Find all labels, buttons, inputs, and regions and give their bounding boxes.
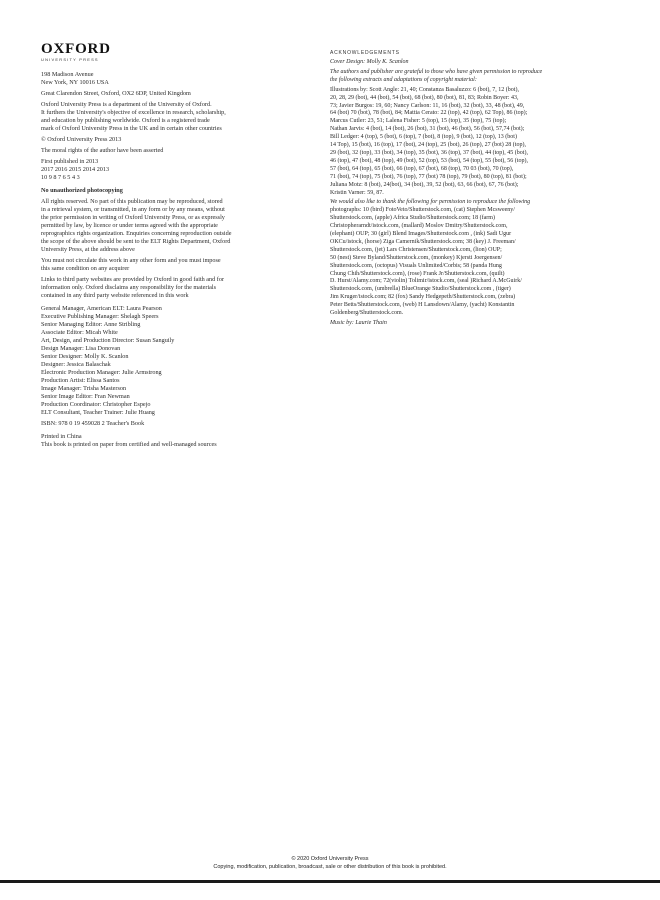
text-line: It furthers the University's objective of excellence in research, scholarship, [41,109,226,116]
staff-credit: Electronic Production Manager: Julie Armstrong [41,369,162,376]
text-line: Goldenberg/Shutterstock.com. [330,310,404,317]
text-line: Illustrations by: Scott Angle: 21, 40; Constanza Basaluzzo: 6 (bot), 7, 12 (bot), [330,86,519,93]
staff-credit: Art, Design, and Production Director: Susan Sanguily [41,337,175,344]
left-column [41,42,309,452]
grateful-statement [330,69,626,85]
staff-credit: Production Coordinator: Christopher Espejo [41,401,151,408]
staff-credits [41,305,309,417]
address-line: New York, NY 10016 USA [41,79,109,86]
text-line: permitted by law, by licence or under terms agreed with the appropriate [41,222,218,229]
oxford-logo-subtitle: UNIVERSITY PRESS [41,57,99,62]
text-line: D. Hurst/Alamy.com; 72(violin) Tolimir/istock.com, (seal )Richard A.McGuirk/ [330,278,522,285]
text-line: 71 (bot), 74 (top), 75 (bot), 76 (top), 77 (bot) 78 (top), 79 (bot), 80 (top), 81 (bot); [330,173,527,180]
staff-credit: General Manager, American ELT: Laura Pearson [41,305,162,312]
text-line: Shutterstock.com, (octopus) Visuals Unlimited/Corbis; 58 (panda Hung [330,262,502,269]
text-line: 20, 28, 29 (bot), 44 (bot), 54 (bot), 68 (bot), 80 (bot), 81, 83; Robin Boyer: 43, [330,94,519,101]
staff-credit: Senior Designer: Molly K. Scanlon [41,353,129,360]
text-line: (elephant) OUP; 30 (girl) Blend Images/Shutterstock.com , (ink) Sadi Ugur [330,231,512,238]
footer-notice: Copying, modification, publication, broadcast, sale or other distribution of this book is prohibited. [213,864,447,870]
printed-in-china: Printed in China [41,433,82,440]
footer [0,855,660,871]
staff-credit: Production Artist: Elissa Santos [41,377,120,384]
bottom-rule [0,880,660,883]
text-line: 14 Top), 15 (bot), 16 (top), 17 (bot), 24 (top), 25 (bot), 26 (top), 27 (bot) 28 (top), [330,142,526,149]
staff-credit: Senior Image Editor: Fran Newman [41,393,130,400]
print-run: 10 9 8 7 6 5 4 3 [41,174,80,181]
text-line: 50 (nest) Steve Byland/Shutterstock.com, (monkey) Kjersti Joergensen/ [330,254,503,261]
clarendon-address: Great Clarendon Street, Oxford, OX2 6DP, United Kingdom [41,90,191,97]
text-line: Oxford University Press is a department of the University of Oxford. [41,101,212,108]
paper-statement: This book is printed on paper from certified and well-managed sources [41,441,217,448]
text-line: and education by publishing worldwide. Oxford is a registered trade [41,117,210,124]
text-line: 29 (bot), 32 (top), 33 (bot), 34 (top), 35 (bot), 36 (top), 37 (bot), 44 (top), 45 (bot), [330,149,528,156]
text-line: Marcus Cutler: 23, 51; Lalena Fisher: 5 (top), 15 (top), 35 (top), 75 (top); [330,118,507,125]
text-line: 57 (bot), 64 (top), 65 (bot), 66 (top), 67 (bot), 68 (top), 70 03 (bot), 70 (top), [330,165,514,172]
address-line: 198 Madison Avenue [41,71,94,78]
address [41,71,309,87]
department-statement [41,101,309,133]
text-line: this same condition on any acquirer [41,265,130,272]
text-line: Chung Chih/Shutterstock.com), (rose) Frank Jr/Shutterstock.com, (quilt) [330,270,505,277]
text-line: Links to third party websites are provided by Oxford in good faith and for [41,276,225,283]
text-line: You must not circulate this work in any other form and you must impose [41,257,221,264]
links-statement [41,276,309,300]
text-line: reprographics rights organization. Enquiries concerning reproduction outside [41,230,232,237]
text-line: photographs: 10 (bird) FotoVeto/Shutterstock.com, (cat) Stephen Mcsweeny/ [330,207,515,214]
photo-credits [330,199,626,318]
text-line: Jim Kruger/istock.com; 82 (fox) Sandy Hedgepeth/Shutterstock.com, (zebra) [330,294,516,301]
staff-credit: Executive Publishing Manager: Shelagh Speers [41,313,159,320]
right-column [330,50,626,330]
staff-credit: Associate Editor: Micah White [41,329,118,336]
text-line: Shutterstock.com, (jet) Lars Christensen/Shutterstock.com, (lion) OUP; [330,246,502,253]
text-line: Kristin Varner: 59, 87. [330,189,384,196]
isbn: ISBN: 978 0 19 459028 2 Teacher's Book [41,420,145,427]
text-line: the following extracts and adaptations of copyright material: [330,76,477,83]
staff-credit: Senior Managing Editor: Anne Stribling [41,321,141,328]
staff-credit: Design Manager: Lisa Donovan [41,345,121,352]
text-line: the scope of the above should be sent to the ELT Rights Department, Oxford [41,238,231,245]
text-line: mark of Oxford University Press in the UK and in certain other countries [41,125,222,132]
text-line: Peter Betts/Shutterstock.com, (web) H Lansdown/Alamy, (yacht) Konstantin [330,302,515,309]
music-credit: Music by: Laurie Thain [330,320,387,326]
oxford-logo: OXFORD [41,41,111,57]
text-line: contained in any third party website referenced in this work [41,292,189,299]
text-line: Christopherarndt/istock.com, (mallard) Moslov Dmitry/Shutterstock.com, [330,223,508,230]
text-line: 73; Javier Burgos: 19, 60; Nancy Carlson: 11, 16 (bot), 32 (bot), 33, 48 (bot), 49, [330,102,525,109]
rights-statement [41,198,309,254]
text-line: University Press, at the address above [41,246,135,253]
moral-rights: The moral rights of the author have been asserted [41,147,164,154]
illustration-credits [330,87,626,198]
circulate-statement [41,257,309,273]
staff-credit: ELT Consultant, Teacher Trainer: Julie Huang [41,409,155,416]
text-line: Shutterstock.com, (apple) Africa Studio/Shutterstock.com; 18 (farm) [330,215,495,222]
text-line: in a retrieval system, or transmitted, in any form or by any means, without [41,206,225,213]
acknowledgements-heading: ACKNOWLEDGEMENTS [330,50,400,56]
cover-design-credit: Cover Design: Molly K. Scanlon [330,59,409,65]
text-line: 46 (top), 47 (bot), 48 (top), 49 (bot), 52 (top), 53 (bot), 54 (top), 55 (bot), 56 (top), [330,157,528,164]
text-line: Juliana Motz: 8 (bot), 24(bot), 34 (bot), 39, 52 (bot), 63, 66 (bot), 67, 76 (bot); [330,181,519,188]
text-line: Shutterstock.com, (umbrella) BlueOrange Studio/Shutterstock.com , (tiger) [330,286,511,293]
text-line: OKCu/istock, (horse) Ziga Camernik/Shutterstock.com; 38 (key) J. Freeman/ [330,238,516,245]
first-published: First published in 2013 [41,158,99,165]
text-line: information only. Oxford disclaims any responsibility for the materials [41,284,217,291]
staff-credit: Image Manager: Trisha Masterson [41,385,127,392]
printed-in [41,433,309,449]
text-line: We would also like to thank the following for permission to reproduce the following [330,199,531,206]
no-photocopying-heading: No unauthorized photocopying [41,187,123,194]
text-line: the prior permission in writing of Oxford University Press, or as expressly [41,214,225,221]
copyright-notice: © Oxford University Press 2013 [41,136,122,143]
text-line: Bill Ledger: 4 (top), 5 (bot), 6 (top), 7 (bot), 8 (top), 9 (bot), 12 (top), 13 (bot) [330,134,517,141]
text-line: Nathan Jarvis: 4 (bot), 14 (bot), 26 (bot), 31 (bot), 46 (bot), 56 (bot), 57,74 (bot); [330,126,525,133]
staff-credit: Designer: Jessica Balaschak [41,361,111,368]
text-line: All rights reserved. No part of this publication may be reproduced, stored [41,198,223,205]
text-line: The authors and publisher are grateful to those who have given permission to reproduce [330,68,543,75]
print-years: 2017 2016 2015 2014 2013 [41,166,110,173]
text-line: 64 (bot) 70 (bot), 78 (bot), 84; Mattia Cerato: 22 (top), 42 (top), 62 Top), 86 (top); [330,110,528,117]
publication-info [41,158,309,182]
footer-copyright: © 2020 Oxford University Press [291,856,369,862]
